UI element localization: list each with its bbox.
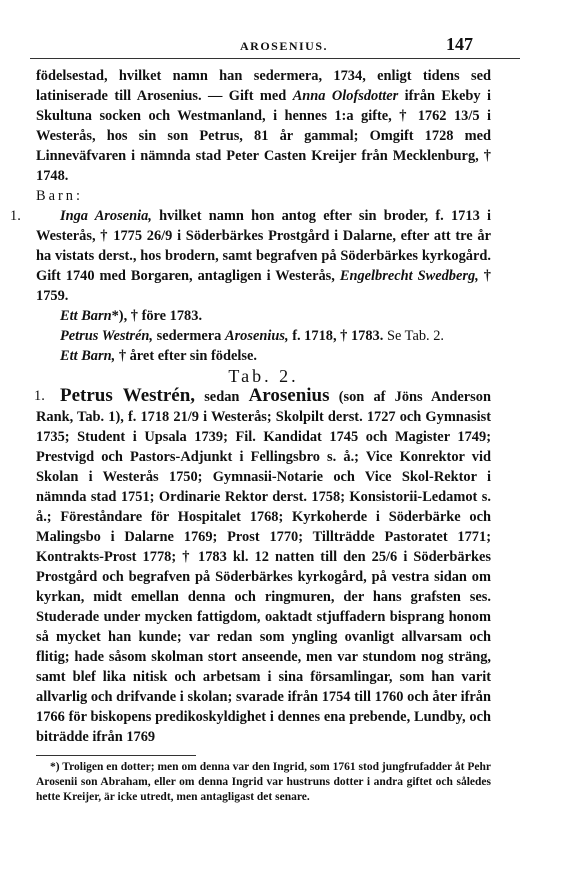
person-name: Ett Barn [60, 308, 112, 324]
paragraph-intro: födelsestad, hvilket namn han sedermera, 1734, enligt tidens sed latiniserade till Arosenius. — Gift med Anna Olofsdotter ifrån Ekeby i Skultuna socken och Westmanland, i hennes 1:a gifte, † 1762 13/5 i Westerås, hos sin son Petrus, 81 år gammal; Omgift 1728 med Linneväfvaren i nämnda stad Peter Casten Kreijer från Mecklenburg, † 1748. [36, 68, 491, 184]
person-name: Petrus Westrén, [60, 328, 154, 344]
entry-number: 1. [34, 388, 45, 404]
child-entry-3: Petrus Westrén, sedermera Arosenius, f. 1718, † 1783. Se Tab. 2. [60, 328, 445, 344]
cross-reference: Se Tab. 2. [386, 328, 445, 344]
tab-entry-1: 1. Petrus Westrén, sedan Arosenius (son af Jöns Anderson Rank, Tab. 1), f. 1718 21/9 i Westerås; Skolpilt derst. 1727 och Gymnasist 1735; Student i Upsala 1739; Fil. Kandidat 1745 och Magister 1749; Prestvigd och Pastors-Adjunkt i Fellingsbro s. å.; Vice Konrektor vid Skolan i Westerås 1750; Gymnasii-Notarie och Vice Skol-Rektor i nämnda stad 1751; Ordinarie Rektor derst. 1758; Konsistorii-Ledamot s. å.; Föreståndare för Hospitalet 1768; Kyrkoherde i Söderbärke och Malingsbo i Dalarne 1769; Prost 1770; Tillträdde Pastoratet 1771; Kontrakts-Prost 1778; † 1783 kl. 12 natten till den 25/6 i Söderbärkes Prostgård och begrafven på Söderbärkes kyrkogård, på vestra sidan om kyrkan, midt emellan denna och ringmuren, der hans grafsten ses. Studerade under mycken fattigdom, oaktadt stjuffadern bisprang honom så mycket han kunde; var redan som yngling ovanligt allvarsam och flitig; hade såsom skolman stort anseende, men var stundom nog sträng, samt blef lika nitisk och arbetsam i sina församlingar, som han varit allvarlig och drifvande i skolan; svarade ifrån 1754 till 1760 och åter ifrån 1766 för biskopens predikoskyldighet i dennes ena prebende, Lundby, och biträdde ifrån 1769 [36, 386, 491, 747]
page-number: 147 [446, 34, 473, 54]
footnote: *) Troligen en dotter; men om denna var den Ingrid, som 1761 stod jungfrufadder åt Pehr Arosenii son Abraham, eller om denna Ingrid var hustruns dotter i andra giftet och således hette Kreijer, är icke utredt, men antagligast det senare. [36, 761, 491, 803]
entry-number: 1. [10, 208, 21, 224]
person-name: Petrus Westrén, [60, 385, 196, 406]
child-entry-2: Ett Barn*), † före 1783. [60, 308, 203, 324]
person-name: Anna Olofsdotter [292, 88, 399, 104]
footnote-rule [36, 755, 196, 756]
page-body [10, 66, 491, 805]
child-entry-1: 1. Inga Arosenia, hvilket namn hon antog efter sin broder, f. 1713 i Westerås, † 1775 26/9 i Söderbärkes Prostgård i Dalarne, efter att tre år ha vistats derst., hos brodern, samt begrafven på Söderbärkes kyrkogård. Gift 1740 med Borgaren, antagligen i Westerås, Engelbrecht Swedberg, † 1759. [10, 208, 491, 304]
person-name: Engelbrecht Swedberg, [339, 268, 479, 284]
person-name: Arosenius [248, 385, 330, 406]
header-rule [30, 58, 520, 59]
children-heading: Barn: [36, 188, 83, 204]
section-heading: Tab. 2. [228, 366, 299, 386]
child-entry-4: Ett Barn, † året efter sin födelse. [60, 348, 257, 364]
person-name: Ett Barn, [60, 348, 116, 364]
person-name: Inga Arosenia, [60, 208, 152, 224]
person-name: Arosenius, [224, 328, 289, 344]
running-header: AROSENIUS. [239, 39, 329, 53]
